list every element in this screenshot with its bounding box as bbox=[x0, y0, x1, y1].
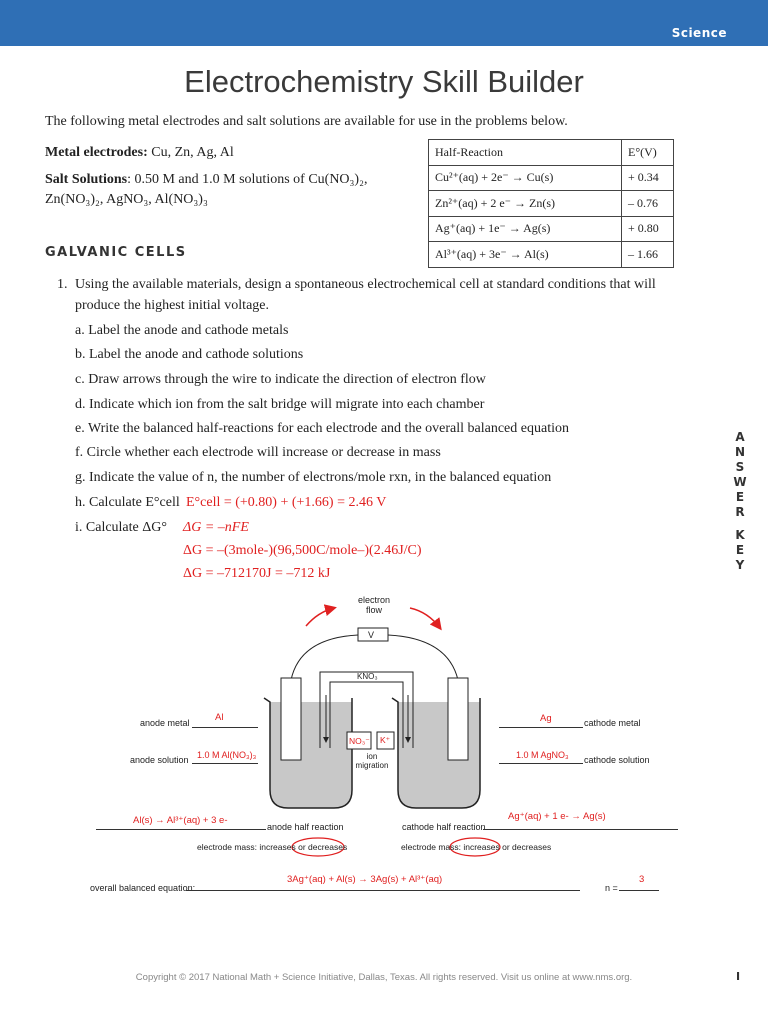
cathode-solution-label: cathode solution bbox=[584, 755, 650, 765]
ion-migration-word: migration bbox=[355, 761, 389, 770]
overall-equation-answer: 3Ag⁺(aq) + Al(s) → 3Ag(s) + Al³⁺(aq) bbox=[287, 874, 443, 885]
table-cell: Al³⁺(aq) + 3e⁻ → Al(s) bbox=[429, 242, 622, 268]
anode-electrode bbox=[281, 678, 301, 760]
n-label: n = bbox=[605, 883, 618, 893]
side-letter: K bbox=[735, 528, 745, 542]
cathode-electrode bbox=[448, 678, 468, 760]
metal-electrodes-value: Cu, Zn, Ag, Al bbox=[151, 145, 234, 160]
salt-solutions-label: Salt Solutions bbox=[45, 172, 128, 187]
header-bar bbox=[0, 0, 768, 46]
anion-label: NO₃⁻ bbox=[349, 736, 370, 746]
electron-flow-label bbox=[358, 595, 390, 615]
anode-metal-answer: Al bbox=[215, 712, 224, 723]
anode-half-label: anode half reaction bbox=[267, 822, 344, 832]
subject-tag: Science bbox=[671, 26, 727, 40]
list-item: h. Calculate E°cell bbox=[75, 495, 180, 510]
section-heading: GALVANIC CELLS bbox=[45, 245, 187, 260]
n-answer: 3 bbox=[639, 874, 645, 885]
ion-migration-label bbox=[352, 752, 392, 770]
anode-half-answer: Al(s) → Al³⁺(aq) + 3 e- bbox=[133, 815, 228, 826]
table-cell: Ag⁺(aq) + 1e⁻ → Ag(s) bbox=[429, 216, 622, 242]
answer-dg-1: ΔG = –nFE bbox=[183, 520, 249, 535]
electron-flow-arrow-right bbox=[410, 608, 440, 628]
salt-bridge-label: KNO₃ bbox=[357, 672, 378, 681]
cathode-metal-answer: Ag bbox=[540, 713, 552, 724]
list-item: c. Draw arrows through the wire to indicate the direction of electron flow bbox=[75, 372, 486, 387]
cathode-half-answer: Ag⁺(aq) + 1 e- → Ag(s) bbox=[508, 811, 606, 822]
list-item: b. Label the anode and cathode solutions bbox=[75, 347, 304, 362]
metal-electrodes-line bbox=[45, 144, 234, 162]
cathode-metal-label: cathode metal bbox=[584, 718, 641, 728]
side-letter: A bbox=[735, 430, 745, 444]
side-letter: E bbox=[735, 543, 745, 557]
answer-ecell: E°cell = (+0.80) + (+1.66) = 2.46 V bbox=[186, 495, 387, 510]
salt-solutions-value: : 0.50 M and 1.0 M solutions of Cu(NO₃)₂, bbox=[127, 172, 368, 187]
overall-equation-label: overall balanced equation: bbox=[90, 883, 196, 893]
intro-text: The following metal electrodes and salt solutions are available for use in the problems below. bbox=[45, 114, 568, 129]
electron-flow-word: electron bbox=[358, 595, 391, 605]
cathode-half-label: cathode half reaction bbox=[402, 822, 486, 832]
table-header-cell: E°(V) bbox=[622, 140, 674, 166]
side-gap bbox=[733, 520, 747, 528]
list-item: f. Circle whether each electrode will increase or decrease in mass bbox=[75, 445, 441, 460]
table-cell: Zn²⁺(aq) + 2 e⁻ → Zn(s) bbox=[429, 191, 622, 217]
cathode-solution-answer: 1.0 M AgNO₃ bbox=[516, 750, 569, 760]
table-cell: – 0.76 bbox=[622, 191, 674, 217]
question-line-2: produce the highest initial voltage. bbox=[75, 298, 270, 313]
electron-flow-word: flow bbox=[365, 605, 382, 615]
side-letter: R bbox=[735, 505, 745, 519]
metal-electrodes-label: Metal electrodes: bbox=[45, 145, 148, 160]
list-item: a. Label the anode and cathode metals bbox=[75, 323, 289, 338]
wire-right bbox=[388, 635, 458, 680]
side-letter: S bbox=[735, 460, 745, 474]
anode-solution-label: anode solution bbox=[130, 755, 189, 765]
cation-label: K⁺ bbox=[380, 735, 391, 745]
table-row bbox=[429, 242, 674, 268]
answer-key-side-label bbox=[733, 430, 747, 573]
anode-metal-line bbox=[192, 716, 258, 728]
table-cell: – 1.66 bbox=[622, 242, 674, 268]
half-reaction-table bbox=[428, 139, 674, 268]
wire-left bbox=[291, 635, 358, 680]
anode-metal-label: anode metal bbox=[140, 718, 190, 728]
table-header-cell: Half-Reaction bbox=[429, 140, 622, 166]
page-number: I bbox=[736, 970, 741, 983]
footer-copyright: Copyright © 2017 National Math + Science Initiative, Dallas, Texas. All rights reserved. Visit us online at www.nms.org. bbox=[135, 972, 633, 983]
list-item: g. Indicate the value of n, the number of electrons/mole rxn, in the balanced equation bbox=[75, 470, 552, 485]
table-header-row bbox=[429, 140, 674, 166]
table-row bbox=[429, 165, 674, 191]
question-line-1: Using the available materials, design a spontaneous electrochemical cell at standard conditions that will bbox=[75, 277, 656, 292]
list-item: i. Calculate ΔG° bbox=[75, 520, 167, 535]
side-letter: W bbox=[733, 475, 747, 489]
side-letter: E bbox=[735, 490, 745, 504]
side-letter: N bbox=[734, 445, 746, 459]
table-cell: + 0.34 bbox=[622, 165, 674, 191]
table-cell: + 0.80 bbox=[622, 216, 674, 242]
table-row bbox=[429, 191, 674, 217]
page-title: Electrochemistry Skill Builder bbox=[184, 64, 584, 99]
voltmeter-label: V bbox=[368, 630, 375, 640]
list-item: e. Write the balanced half-reactions for each electrode and the overall balanced equation bbox=[75, 421, 569, 436]
ion-migration-word: ion bbox=[366, 752, 378, 761]
table-cell: Cu²⁺(aq) + 2e⁻ → Cu(s) bbox=[429, 165, 622, 191]
salt-solutions-line-2: Zn(NO₃)₂, AgNO₃, Al(NO₃)₃ bbox=[45, 192, 208, 207]
anode-mass-text: electrode mass: increases or decreases bbox=[197, 842, 348, 852]
anode-solution-answer: 1.0 M Al(NO₃)₃ bbox=[197, 750, 257, 760]
table-row bbox=[429, 216, 674, 242]
cathode-mass-text: electrode mass: increases or decreases bbox=[401, 842, 552, 852]
side-letter: Y bbox=[735, 558, 745, 572]
salt-solutions-line bbox=[45, 171, 367, 189]
question-number: 1. bbox=[57, 277, 68, 292]
answer-dg-2: ΔG = –(3mole-)(96,500C/mole–)(2.46J/C) bbox=[183, 543, 422, 558]
electron-flow-arrow-left bbox=[306, 608, 334, 626]
list-item: d. Indicate which ion from the salt bridge will migrate into each chamber bbox=[75, 397, 485, 412]
answer-dg-3: ΔG = –712170J = –712 kJ bbox=[183, 566, 331, 581]
